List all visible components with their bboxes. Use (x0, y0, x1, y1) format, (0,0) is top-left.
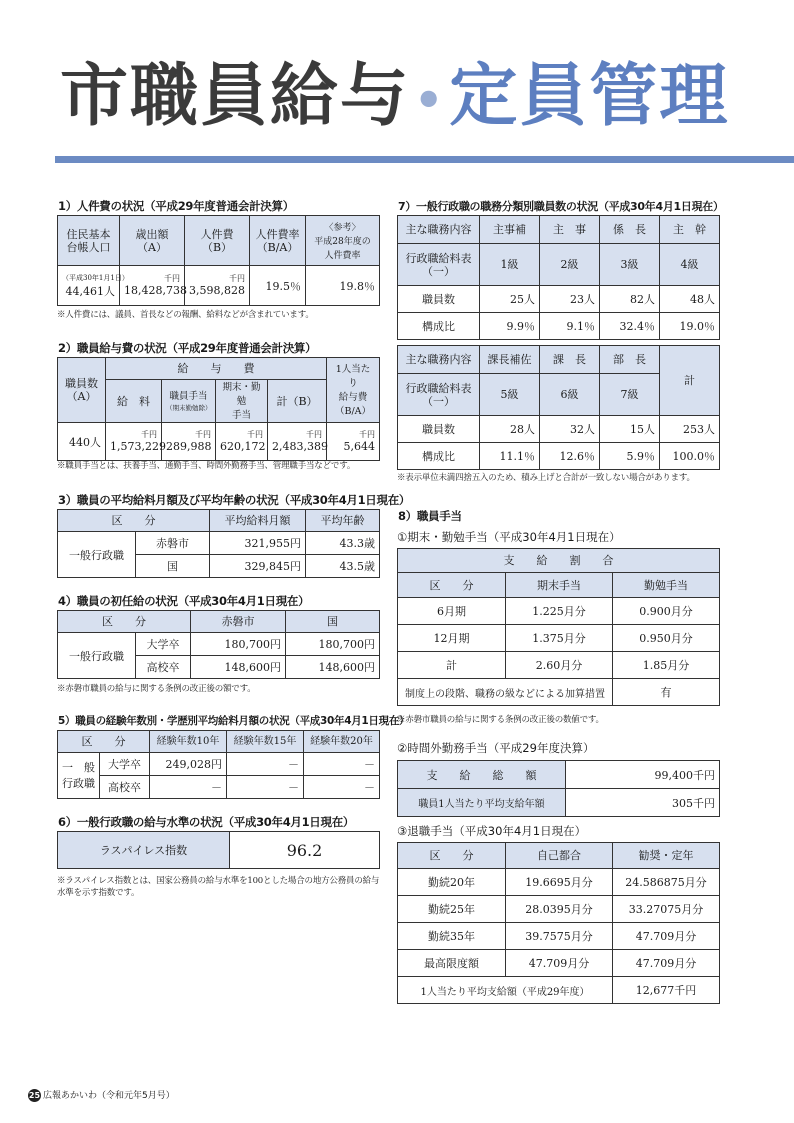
s1-table (57, 215, 380, 306)
s8c-last-v: 12,677千円 (613, 977, 720, 1004)
s7-t1-staff1: 23人 (540, 286, 600, 313)
s7-t2-total-h: 計 (660, 346, 720, 416)
s8c-r1-b: 33.27075月分 (613, 896, 720, 923)
s8a-sub: ①期末・勤勉手当（平成30年4月1日現在） (397, 530, 621, 544)
s7-t1-role1: 主 事 (540, 216, 600, 244)
s2-h-per: 1人当たり 給与費 （B/A） (327, 358, 380, 423)
s3-h0: 区 分 (58, 510, 210, 532)
s7-t2-staff-h: 職員数 (398, 416, 480, 443)
s8c-r2-b: 47.709月分 (613, 923, 720, 950)
s7-t2-role0: 課長補佐 (480, 346, 540, 374)
s8b-r2-v: 305千円 (566, 789, 720, 817)
s1-note: ※人件費には、議員、首長などの報酬、給料などが含まれています。 (57, 310, 314, 320)
s8a-r1-n: 12月期 (398, 625, 506, 652)
s3-h1: 平均給料月額 (210, 510, 306, 532)
s7-t1-grade-h: 行政職給料表 （一） (398, 244, 480, 286)
s8c-r1-a: 28.0395月分 (506, 896, 613, 923)
s8b-table (397, 760, 720, 817)
s8c-h0: 区 分 (398, 843, 506, 869)
s8a-h-top: 支 給 割 合 (398, 549, 720, 573)
s7-t1-role0: 主事補 (480, 216, 540, 244)
s3-r1-a: 43.5歳 (306, 555, 380, 578)
s8-heading: 8）職員手当 (398, 509, 462, 523)
s1-heading: 1）人件費の状況（平成29年度普通会計決算） (58, 199, 294, 213)
s2-h-allow: 職員手当 （期末勤勉除） (162, 380, 216, 423)
s5-r1-b: － (227, 776, 304, 799)
s2-h-staff: 職員数 （A） (58, 358, 106, 423)
s5-h2: 経験年数15年 (227, 731, 304, 753)
s7-t1-role2: 係 長 (600, 216, 660, 244)
s4-r1-b: 148,600円 (286, 656, 380, 679)
page-title (60, 52, 729, 142)
s1-b: 千円 3,598,828 (185, 266, 250, 306)
s8a-h2: 勤勉手当 (613, 573, 720, 598)
s2-per: 千円 5,644 (327, 423, 380, 461)
s7-t2-grade0: 5級 (480, 374, 540, 416)
s4-r0-b: 180,700円 (286, 633, 380, 656)
s5-r0-a: 249,028円 (150, 753, 227, 776)
s7-heading: 7）一般行政職の職務分類別職員数の状況（平成30年4月1日現在） (398, 200, 724, 213)
s3-r0-m: 321,955円 (210, 532, 306, 555)
s3-r1-name: 国 (136, 555, 210, 578)
s4-r1-a: 148,600円 (191, 656, 286, 679)
s2-h-total: 計（B） (268, 380, 327, 423)
s8a-extra-v: 有 (613, 679, 720, 706)
s4-r0-a: 180,700円 (191, 633, 286, 656)
title-part1: 市職員給与 (60, 57, 411, 136)
s7-t1-role-h: 主な職務内容 (398, 216, 480, 244)
s7-table1 (397, 215, 720, 340)
s5-r1-a: － (150, 776, 227, 799)
s8c-table (397, 842, 720, 1004)
s7-t1-staff-h: 職員数 (398, 286, 480, 313)
s5-table (57, 730, 380, 799)
s4-table (57, 610, 380, 679)
s3-table (57, 509, 380, 578)
s6-label: ラスパイレス指数 (58, 832, 230, 869)
s7-t1-staff0: 25人 (480, 286, 540, 313)
s8b-sub: ②時間外勤務手当（平成29年度決算） (397, 741, 595, 755)
s7-t1-ratio-h: 構成比 (398, 313, 480, 340)
s7-t2-staff2: 15人 (600, 416, 660, 443)
title-part2: 定員管理 (449, 57, 730, 136)
s7-t2-ratio1: 12.6％ (540, 443, 600, 470)
s3-group: 一般行政職 (58, 532, 136, 578)
s4-group: 一般行政職 (58, 633, 136, 679)
s7-t1-grade2: 3級 (600, 244, 660, 286)
s7-t2-staff0: 28人 (480, 416, 540, 443)
s8c-r3-b: 47.709月分 (613, 950, 720, 977)
s8a-r2-b: 1.85月分 (613, 652, 720, 679)
s7-t2-grade-h: 行政職給料表 （一） (398, 374, 480, 416)
s1-h3: 人件費率 （B/A） (250, 216, 306, 266)
s7-t1-grade0: 1級 (480, 244, 540, 286)
s8a-r0-b: 0.900月分 (613, 598, 720, 625)
s8c-r0-a: 19.6695月分 (506, 869, 613, 896)
s5-h1: 経験年数10年 (150, 731, 227, 753)
s2-staff: 440人 (58, 423, 106, 461)
s7-t1-grade1: 2級 (540, 244, 600, 286)
s8c-r0-b: 24.586875月分 (613, 869, 720, 896)
s7-t1-ratio0: 9.9％ (480, 313, 540, 340)
s7-t2-grade1: 6級 (540, 374, 600, 416)
s3-r0-a: 43.3歳 (306, 532, 380, 555)
s2-sal: 千円 1,573,229 (106, 423, 162, 461)
s8c-r0-n: 勤続20年 (398, 869, 506, 896)
s7-t2-ratio-h: 構成比 (398, 443, 480, 470)
s8c-h2: 勧奨・定年 (613, 843, 720, 869)
s2-h-bonus: 期末・勤勉 手当 (216, 380, 268, 423)
s8b-r1-v: 99,400千円 (566, 761, 720, 789)
s8a-r0-a: 1.225月分 (506, 598, 613, 625)
s8b-r2-n: 職員1人当たり平均支給年額 (398, 789, 566, 817)
s7-t1-role3: 主 幹 (660, 216, 720, 244)
s4-h2: 国 (286, 611, 380, 633)
s7-note: ※表示単位未満四捨五入のため、積み上げと合計が一致しない場合があります。 (397, 473, 695, 483)
s5-r1-c: － (304, 776, 380, 799)
s8a-note: ※赤磐市職員の給与に関する条例の改正後の数値です。 (397, 715, 604, 725)
s7-t1-staff3: 48人 (660, 286, 720, 313)
s5-h0: 区 分 (58, 731, 150, 753)
s1-ref: 19.8％ (306, 266, 380, 306)
s7-t2-role2: 部 長 (600, 346, 660, 374)
s7-t2-staff1: 32人 (540, 416, 600, 443)
s7-t1-ratio1: 9.1％ (540, 313, 600, 340)
s6-heading: 6）一般行政職の給与水準の状況（平成30年4月1日現在） (58, 815, 355, 829)
s1-h4: 〈参考〉 平成28年度の 人件費率 (306, 216, 380, 266)
s5-r1-name: 高校卒 (100, 776, 150, 799)
s7-t2-staff3: 253人 (660, 416, 720, 443)
s8c-r2-a: 39.7575月分 (506, 923, 613, 950)
s7-table2 (397, 345, 720, 470)
s7-t2-grade2: 7級 (600, 374, 660, 416)
s8c-r1-n: 勤続25年 (398, 896, 506, 923)
s5-r0-b: － (227, 753, 304, 776)
s8a-h1: 期末手当 (506, 573, 613, 598)
s8a-table (397, 548, 720, 706)
s8a-extra-n: 制度上の段階、職務の級などによる加算措置 (398, 679, 613, 706)
s6-value: 96.2 (230, 832, 380, 869)
s8c-sub: ③退職手当（平成30年4月1日現在） (397, 824, 587, 838)
s8a-r1-a: 1.375月分 (506, 625, 613, 652)
s5-r0-name: 大学卒 (100, 753, 150, 776)
s7-t2-ratio2: 5.9％ (600, 443, 660, 470)
s5-group: 一 般 行政職 (58, 753, 100, 799)
s4-r1-name: 高校卒 (136, 656, 191, 679)
s2-table (57, 357, 380, 461)
s1-h0: 住民基本 台帳人口 (58, 216, 120, 266)
s8c-r2-n: 勤続35年 (398, 923, 506, 950)
s7-t1-grade3: 4級 (660, 244, 720, 286)
s4-r0-name: 大学卒 (136, 633, 191, 656)
s2-total: 千円 2,483,389 (268, 423, 327, 461)
s7-t1-staff2: 82人 (600, 286, 660, 313)
title-rule (55, 156, 794, 163)
s3-r0-name: 赤磐市 (136, 532, 210, 555)
s7-t2-ratio3: 100.0％ (660, 443, 720, 470)
s7-t1-ratio3: 19.0％ (660, 313, 720, 340)
s8c-last-n: 1人当たり平均支給額（平成29年度） (398, 977, 613, 1004)
s4-h1: 赤磐市 (191, 611, 286, 633)
s8c-h1: 自己都合 (506, 843, 613, 869)
s2-note: ※職員手当とは、扶養手当、通勤手当、時間外勤務手当、管理職手当などです。 (57, 461, 356, 471)
s2-allow: 千円 289,988 (162, 423, 216, 461)
page-footer (28, 1088, 175, 1102)
s7-t2-ratio0: 11.1％ (480, 443, 540, 470)
s4-h0: 区 分 (58, 611, 191, 633)
s2-bonus: 千円 620,172 (216, 423, 268, 461)
s7-t1-ratio2: 32.4％ (600, 313, 660, 340)
s5-h3: 経験年数20年 (304, 731, 380, 753)
s8b-r1-n: 支 給 総 額 (398, 761, 566, 789)
s8c-r3-a: 47.709月分 (506, 950, 613, 977)
s5-r0-c: － (304, 753, 380, 776)
s3-h2: 平均年齢 (306, 510, 380, 532)
s3-r1-m: 329,845円 (210, 555, 306, 578)
s1-pop: （平成30年1月1日） 44,461人 (58, 266, 120, 306)
s2-h-sal: 給 料 (106, 380, 162, 423)
s5-heading: 5）職員の経験年数別・学歴別平均給料月額の状況（平成30年4月1日現在） (58, 715, 410, 727)
s8a-r2-n: 計 (398, 652, 506, 679)
s1-h1: 歳出額 （A） (120, 216, 185, 266)
s6-table (57, 831, 380, 869)
s2-h-kyuyo: 給 与 費 (106, 358, 327, 380)
s7-t2-role1: 課 長 (540, 346, 600, 374)
s1-a: 千円 18,428,738 (120, 266, 185, 306)
s8a-h0: 区 分 (398, 573, 506, 598)
page-number: 25 (28, 1091, 41, 1100)
s3-heading: 3）職員の平均給料月額及び平均年齢の状況（平成30年4月1日現在） (58, 493, 411, 507)
s1-rate: 19.5％ (250, 266, 306, 306)
s8a-r0-n: 6月期 (398, 598, 506, 625)
title-dot: • (414, 73, 446, 128)
footer-text: 広報あかいわ（令和元年5月号） (43, 1091, 175, 1101)
s8a-r1-b: 0.950月分 (613, 625, 720, 652)
s4-note: ※赤磐市職員の給与に関する条例の改正後の額です。 (57, 684, 256, 694)
s7-t2-role-h: 主な職務内容 (398, 346, 480, 374)
s4-heading: 4）職員の初任給の状況（平成30年4月1日現在） (58, 594, 310, 608)
s1-h2: 人件費 （B） (185, 216, 250, 266)
s8a-r2-a: 2.60月分 (506, 652, 613, 679)
s6-note: ※ラスパイレス指数とは、国家公務員の給与水準を100とした場合の地方公務員の給与水準を示す指数です。 (57, 876, 380, 898)
s8c-r3-n: 最高限度額 (398, 950, 506, 977)
s2-heading: 2）職員給与費の状況（平成29年度普通会計決算） (58, 341, 317, 355)
